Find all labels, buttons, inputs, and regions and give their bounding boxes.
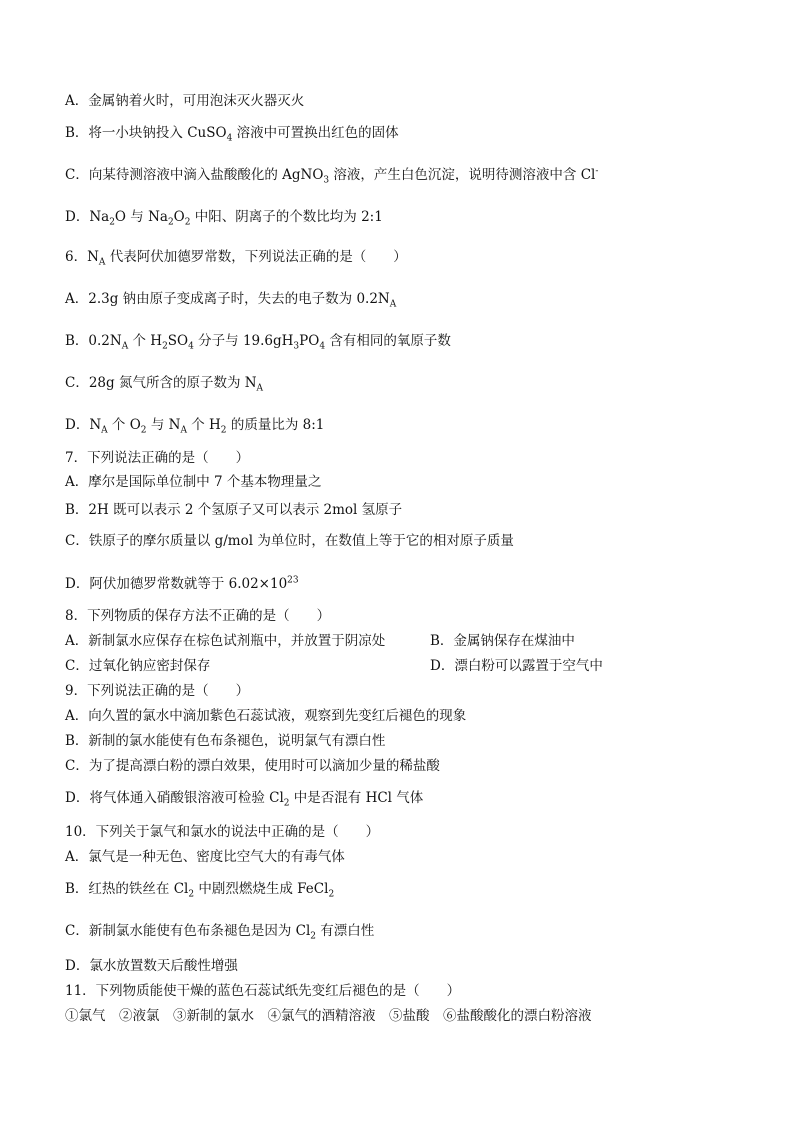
q10-option-d: D．氯水放置数天后酸性增强 (65, 958, 238, 974)
q9-option-b: B．新制的氯水能使有色布条褪色，说明氯气有漂白性 (65, 733, 386, 749)
q9-option-c: C．为了提高漂白粉的漂白效果，使用时可以滴加少量的稀盐酸 (65, 758, 440, 774)
q10-option-c: C．新制氯水能使有色布条褪色是因为 $Cl_2$ 有漂白性 (65, 923, 375, 942)
q7-option-a: A．摩尔是国际单位制中 7 个基本物理量之 (65, 474, 322, 490)
q9-option-d: D．将气体通入硝酸银溶液可检验 $Cl_2$ 中是否混有 HCl 气体 (65, 790, 424, 809)
q7-option-b: B．2H 既可以表示 2 个氢原子又可以表示 2mol 氢原子 (65, 502, 403, 518)
q7-stem: 7．下列说法正确的是（ ） (65, 450, 250, 466)
q8-option-a: A．新制氯水应保存在棕色试剂瓶中，并放置于阴凉处 (65, 633, 386, 649)
q8-option-d: D．漂白粉可以露置于空气中 (430, 658, 603, 674)
q6-stem: 6．$N_A$ 代表阿伏加德罗常数，下列说法正确的是（ ） (65, 249, 407, 268)
q8-option-b: B．金属钠保存在煤油中 (430, 633, 575, 649)
q5-option-a: A．金属钠着火时，可用泡沫灭火器灭火 (65, 93, 305, 109)
q8-stem: 8．下列物质的保存方法不正确的是（ ） (65, 608, 331, 624)
q11-items: ①氯气 ②液氯 ③新制的氯水 ④氯气的酒精溶液 ⑤盐酸 ⑥盐酸酸化的漂白粉溶液 (65, 1008, 592, 1024)
q6-option-d: D．$N_A$ 个 $O_2$ 与 $N_A$ 个 $H_2$ 的质量比为 8:1 (65, 417, 325, 436)
q5-option-d: D．$Na_2O$ 与 $Na_2O_2$ 中阳、阴离子的个数比均为 2:1 (65, 209, 383, 228)
q9-option-a: A．向久置的氯水中滴加紫色石蕊试液，观察到先变红后褪色的现象 (65, 708, 467, 724)
q9-stem: 9．下列说法正确的是（ ） (65, 683, 250, 699)
q10-option-a: A．氯气是一种无色、密度比空气大的有毒气体 (65, 849, 345, 865)
q7-option-d: D．阿伏加德罗常数就等于 $6.02\times 10^{23}$ (65, 575, 299, 592)
q6-option-a: A．2.3g 钠由原子变成离子时，失去的电子数为 $0.2N_A$ (65, 291, 397, 310)
q7-option-c: C．铁原子的摩尔质量以 g/mol 为单位时，在数值上等于它的相对原子质量 (65, 533, 514, 549)
q8-option-c: C．过氧化钠应密封保存 (65, 658, 211, 674)
q5-option-b: B．将一小块钠投入 CuSO$_4$ 溶液中可置换出红色的固体 (65, 125, 399, 144)
q10-stem: 10．下列关于氯气和氯水的说法中正确的是（ ） (65, 824, 380, 840)
q11-stem: 11．下列物质能使干燥的蓝色石蕊试纸先变红后褪色的是（ ） (65, 983, 461, 999)
q6-option-b: B．$0.2N_A$ 个 $H_2SO_4$ 分子与 $19.6gH_3PO_4$ 含有相同的氧原子数 (65, 333, 451, 352)
q6-option-c: C．28g 氮气所含的原子数为 $N_A$ (65, 375, 264, 394)
q10-option-b: B．红热的铁丝在 $Cl_2$ 中剧烈燃烧生成 FeCl$_2$ (65, 881, 335, 900)
q5-option-c: C．向某待测溶液中滴入盐酸酸化的 AgNO$_3$ 溶液，产生白色沉淀，说明待测溶液中含 Cl- (65, 166, 599, 186)
